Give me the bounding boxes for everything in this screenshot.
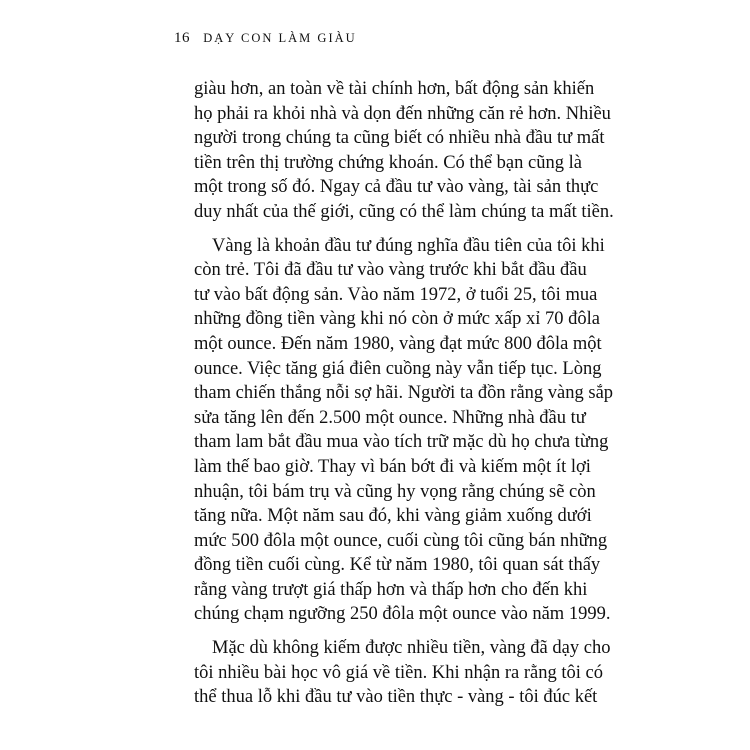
text-line: tôi nhiều bài học vô giá về tiền. Khi nhận ra rằng tôi có <box>194 662 603 683</box>
text-line: ounce. Việc tăng giá điên cuồng này vẫn tiếp tục. Lòng <box>194 358 602 379</box>
text-line: nhuận, tôi bám trụ và cũng hy vọng rằng chúng sẽ còn <box>194 481 596 502</box>
text-line: rằng vàng trượt giá thấp hơn và thấp hơn cho đến khi <box>194 579 588 600</box>
text-line: chúng chạm ngưỡng 250 đôla một ounce vào năm 1999. <box>194 604 611 625</box>
text-line: tư vào bất động sản. Vào năm 1972, ở tuổi 25, tôi mua <box>194 284 598 305</box>
text-line: đồng tiền cuối cùng. Kể từ năm 1980, tôi quan sát thấy <box>194 555 601 576</box>
text-line: tham chiến thắng nỗi sợ hãi. Người ta đồn rằng vàng sắp <box>194 383 614 404</box>
text-line: Vàng là khoản đầu tư đúng nghĩa đầu tiên của tôi khi <box>212 235 605 256</box>
paragraph-3 <box>194 636 611 710</box>
book-title: DẠY CON LÀM GIÀU <box>203 31 357 45</box>
page-number: 16 <box>174 30 190 46</box>
text-line: sửa tăng lên đến 2.500 một ounce. Những nhà đầu tư <box>194 407 586 428</box>
text-line: một ounce. Đến năm 1980, vàng đạt mức 800 đôla một <box>194 333 602 354</box>
text-line: tăng nữa. Một năm sau đó, khi vàng giảm xuống dưới <box>194 506 592 527</box>
text-line: tiền trên thị trường chứng khoán. Có thể bạn cũng là <box>194 152 582 173</box>
text-line: người trong chúng ta cũng biết có nhiều nhà đầu tư mất <box>194 128 605 149</box>
text-line: Mặc dù không kiếm được nhiều tiền, vàng đã dạy cho <box>212 638 611 659</box>
paragraph-1 <box>194 77 614 225</box>
text-line: giàu hơn, an toàn về tài chính hơn, bất động sản khiến <box>194 79 595 99</box>
body-text <box>194 77 614 710</box>
text-line: một trong số đó. Ngay cả đầu tư vào vàng, tài sản thực <box>194 177 599 198</box>
text-line: họ phải ra khỏi nhà và dọn đến những căn rẻ hơn. Nhiều <box>194 103 611 124</box>
running-header <box>174 30 357 47</box>
text-line: còn trẻ. Tôi đã đầu tư vào vàng trước khi bắt đầu đầu <box>194 260 587 281</box>
paragraph-2 <box>194 234 614 628</box>
text-line: làm thế bao giờ. Thay vì bán bớt đi và kiếm một ít lợi <box>194 456 591 477</box>
text-line: những đồng tiền vàng khi nó còn ở mức xấp xỉ 70 đôla <box>194 309 600 330</box>
text-line: thể thua lỗ khi đầu tư vào tiền thực - vàng - tôi đúc kết <box>194 687 598 708</box>
text-line: duy nhất của thế giới, cũng có thể làm chúng ta mất tiền. <box>194 201 614 222</box>
text-line: tham lam bắt đầu mua vào tích trữ mặc dù họ chưa từng <box>194 432 609 453</box>
text-line: mức 500 đôla một ounce, cuối cùng tôi cũng bán những <box>194 530 608 551</box>
